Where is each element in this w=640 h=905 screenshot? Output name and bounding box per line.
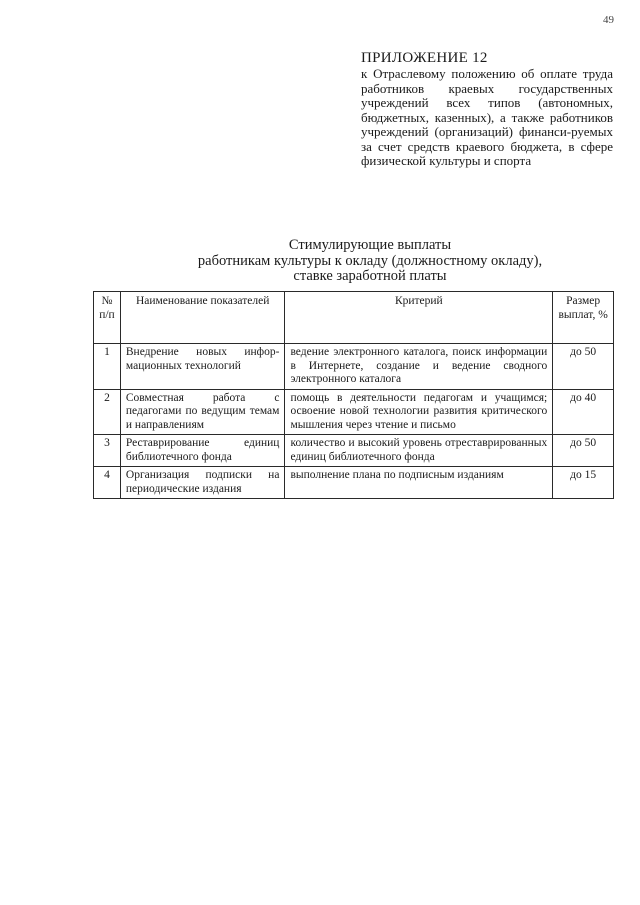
table-row bbox=[94, 344, 614, 390]
table-row bbox=[94, 435, 614, 467]
title-line-3: ставке заработной платы bbox=[293, 268, 447, 284]
row-criterion: количество и высокий уровень отреставрированных единиц библиотечного фонда bbox=[285, 435, 553, 467]
row-name: Внедрение новых инфор-мационных технологий bbox=[120, 344, 285, 390]
appendix-text: к Отраслевому положению об оплате труда работников краевых государственных учреждений всех типов (автономных, бюджетных, казенных), а также работников учреждений (организаций) финанси-руемых за счет средств краевого бюджета, в сфере физической культуры и спорта bbox=[361, 66, 613, 168]
row-size: до 50 bbox=[553, 344, 614, 390]
payments-table bbox=[93, 291, 614, 499]
title-line-1: Стимулирующие выплаты bbox=[288, 237, 452, 253]
row-size: до 15 bbox=[553, 467, 614, 499]
row-num: 3 bbox=[94, 435, 121, 467]
page-number: 49 bbox=[603, 14, 614, 26]
appendix-block bbox=[361, 50, 613, 169]
appendix-title: ПРИЛОЖЕНИЕ 12 bbox=[361, 50, 488, 66]
header-name: Наименование показателей bbox=[120, 292, 285, 344]
document-title bbox=[150, 238, 590, 285]
row-criterion: помощь в деятельности педагогам и учащимся; освоение новой технологии развития критического мышления через чтение и письмо bbox=[285, 389, 553, 435]
row-num: 2 bbox=[94, 389, 121, 435]
row-num: 1 bbox=[94, 344, 121, 390]
row-name: Организация подписки на периодические издания bbox=[120, 467, 285, 499]
header-size: Размер выплат, % bbox=[553, 292, 614, 344]
row-name: Совместная работа с педагогами по ведущим темам и направлениям bbox=[120, 389, 285, 435]
header-num: № п/п bbox=[94, 292, 121, 344]
row-criterion: выполнение плана по подписным изданиям bbox=[285, 467, 553, 499]
title-line-2: работникам культуры к окладу (должностному окладу), bbox=[197, 252, 543, 269]
row-size: до 50 bbox=[553, 435, 614, 467]
row-name: Реставрирование единиц библиотечного фонда bbox=[120, 435, 285, 467]
header-criterion: Критерий bbox=[285, 292, 553, 344]
table-header-row bbox=[94, 292, 614, 344]
table-row bbox=[94, 467, 614, 499]
row-size: до 40 bbox=[553, 389, 614, 435]
table-row bbox=[94, 389, 614, 435]
row-num: 4 bbox=[94, 467, 121, 499]
row-criterion: ведение электронного каталога, поиск информации в Интернете, создание и ведение сводного электронного каталога bbox=[285, 344, 553, 390]
